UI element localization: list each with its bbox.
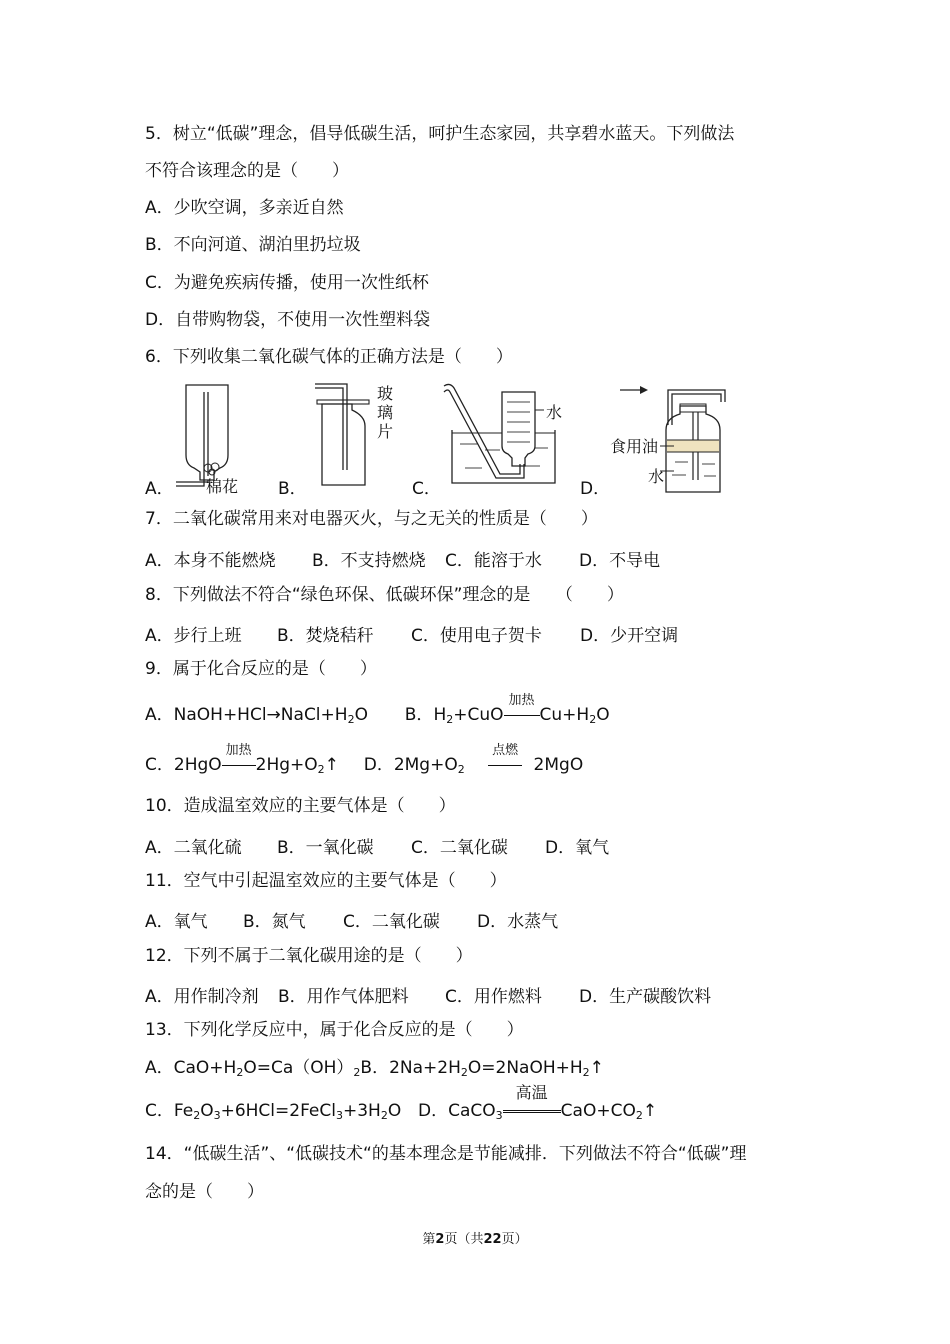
q8-option-b: B．焚烧秸秆 [277,626,374,646]
q6-figure-b [305,380,375,490]
q13-d-arrow [503,1083,561,1122]
q9-b-arrow [504,693,540,726]
q10-stem: 10．造成温室效应的主要气体是（ ） [145,796,456,816]
q13-d-right-sub: 2 [635,1109,643,1122]
q9-c-arrow [222,743,256,776]
q9-option-b-label: B． [404,705,434,725]
glass-plate-char-2: 璃 [377,403,394,422]
q6-option-d: D． [580,479,611,499]
q13-c-text2: O [200,1101,214,1121]
q8-stem: 8．下列做法不符合“绿色环保、低碳环保”理念的是 （ ） [145,585,624,605]
q12-option-a: A．用作制冷剂 [145,987,259,1007]
q9-d-condition: 点燃 [492,743,519,758]
q9-c-right-tail: ↑ [324,755,339,775]
q12-options [145,982,845,1007]
q6-option-a: A． [145,479,174,499]
q13-a-sub2: 2 [353,1066,361,1079]
q14-stem-line2: 念的是（ ） [145,1182,264,1202]
q5-stem-line2: 不符合该理念的是（ ） [145,161,349,181]
q13-d-condition: 高温 [515,1083,548,1102]
q13-a-sub: 2 [236,1066,244,1079]
q6-figure-c [440,378,563,490]
q13-option-c: C．Fe [145,1101,194,1121]
q5-option-d: D．自带购物袋，不使用一次性塑料袋 [145,310,431,330]
q6-label-cotton: 棉花 [206,477,239,496]
page-footer [0,1228,950,1247]
q13-c-text3: +6HCl=2FeCl [220,1101,336,1121]
q8-options [145,621,845,646]
q6-stem: 6．下列收集二氧化碳气体的正确方法是（ ） [145,347,513,367]
q9-c-right-sub: 2 [317,763,325,776]
footer-mid: 页（共 [444,1232,484,1247]
q9-b-left-sub: 2 [446,713,454,726]
q9-d-arrow [488,743,522,776]
q9-d-right: 2MgO [533,755,584,775]
q13-b-tail: ↑ [589,1058,604,1078]
q7-option-c: C．能溶于水 [445,551,542,571]
q7-option-d: D．不导电 [579,551,661,571]
q10-option-d: D．氧气 [545,838,610,858]
q6-label-water-d: 水 [648,467,665,486]
q7-option-a: A．本身不能燃烧 [145,551,276,571]
q9-a-sub: 2 [347,713,355,726]
q9-d-left-sub: 2 [457,763,465,776]
q9-b-condition: 加热 [508,693,535,708]
q7-option-b: B．不支持燃烧 [312,551,426,571]
q9-b-right-sub: 2 [589,713,597,726]
q6-option-c: C． [412,479,441,499]
q13-row-ab [145,1057,604,1084]
q13-a-text2: O=Ca（OH） [243,1058,354,1078]
q8-option-d: D．少开空调 [580,626,679,646]
q9-b-right: Cu+H [539,705,590,725]
q13-option-b: B．2Na+2H [360,1058,461,1078]
q5-stem-line1: 5．树立“低碳”理念，倡导低碳生活，呵护生态家园，共享碧水蓝天。下列做法 [145,124,735,144]
q13-c-text5: O [387,1101,402,1121]
q9-d-left: 2Mg+O [393,755,458,775]
q13-d-right: CaO+CO [560,1101,636,1121]
q6-label-water-c: 水 [546,403,563,422]
glass-plate-char-3: 片 [377,422,394,441]
q12-stem: 12．下列不属于二氧化碳用途的是（ ） [145,946,473,966]
footer-post: 页） [501,1232,528,1247]
q9-row-ab [145,693,610,731]
q13-d-tail: ↑ [642,1101,658,1121]
q13-c-sub3: 3 [335,1109,343,1122]
q11-option-d: D．水蒸气 [477,912,559,932]
footer-page-number: 2 [435,1232,445,1247]
q11-stem: 11．空气中引起温室效应的主要气体是（ ） [145,871,507,891]
q13-b-sub2: 2 [582,1066,590,1079]
q13-c-text4: +3H [342,1101,381,1121]
q6-label-oil: 食用油 [610,437,659,456]
q9-c-condition: 加热 [225,743,252,758]
q12-option-d: D．生产碳酸饮料 [579,987,712,1007]
q12-option-b: B．用作气体肥料 [278,987,409,1007]
q14-stem-line1: 14．“低碳生活”、“低碳技术“的基本理念是节能减排．下列做法不符合“低碳”理 [145,1144,747,1164]
q8-option-a: A．步行上班 [145,626,242,646]
q10-option-b: B．一氧化碳 [277,838,374,858]
q11-option-b: B．氮气 [243,912,306,932]
q9-c-right: 2Hg+O [255,755,318,775]
q13-c-sub4: 2 [380,1109,388,1122]
q13-b-text2: O=2NaOH+H [467,1058,583,1078]
q10-options [145,833,845,858]
q12-option-c: C．用作燃料 [445,987,542,1007]
q9-b-right-tail: O [596,705,610,725]
q9-stem: 9．属于化合反应的是（ ） [145,659,377,679]
q9-option-d-label: D． [363,755,394,775]
q9-a-tail: O [354,705,368,725]
footer-total-pages: 22 [483,1232,502,1247]
q13-option-a: A．CaO+H [145,1058,237,1078]
q11-options [145,907,845,932]
q11-option-a: A．氧气 [145,912,208,932]
q7-stem: 7．二氧化碳常用来对电器灭火，与之无关的性质是（ ） [145,509,598,529]
q8-option-c: C．使用电子贺卡 [411,626,542,646]
q13-row-cd [145,1083,658,1127]
q6-label-glass-plate [377,384,393,441]
q10-option-c: C．二氧化碳 [411,838,508,858]
q13-d-sub: 3 [495,1109,503,1122]
q6-option-b: B． [278,479,307,499]
q9-c-left: 2HgO [173,755,222,775]
q7-options [145,546,845,571]
glass-plate-char-1: 玻 [377,384,394,403]
q5-option-b: B．不向河道、湖泊里扔垃圾 [145,235,361,255]
q13-c-sub2: 3 [213,1109,221,1122]
q9-b-left-tail: +CuO [453,705,504,725]
q13-b-sub: 2 [460,1066,468,1079]
q9-option-c-label: C． [145,755,174,775]
q9-b-left: H [433,705,447,725]
q13-stem: 13．下列化学反应中，属于化合反应的是（ ） [145,1020,524,1040]
footer-pre: 第 [422,1232,436,1247]
q10-option-a: A．二氧化硫 [145,838,242,858]
q9-option-a-label: A． [145,705,174,725]
q5-option-c: C．为避免疾病传播，使用一次性纸杯 [145,273,429,293]
q13-c-sub1: 2 [193,1109,201,1122]
q11-option-c: C．二氧化碳 [343,912,440,932]
q9-row-cd [145,743,584,781]
q9-option-a-eq: NaOH+HCl→NaCl+H [173,705,348,725]
q13-option-d: D．CaCO [418,1101,496,1121]
q5-option-a: A．少吹空调，多亲近自然 [145,198,344,218]
